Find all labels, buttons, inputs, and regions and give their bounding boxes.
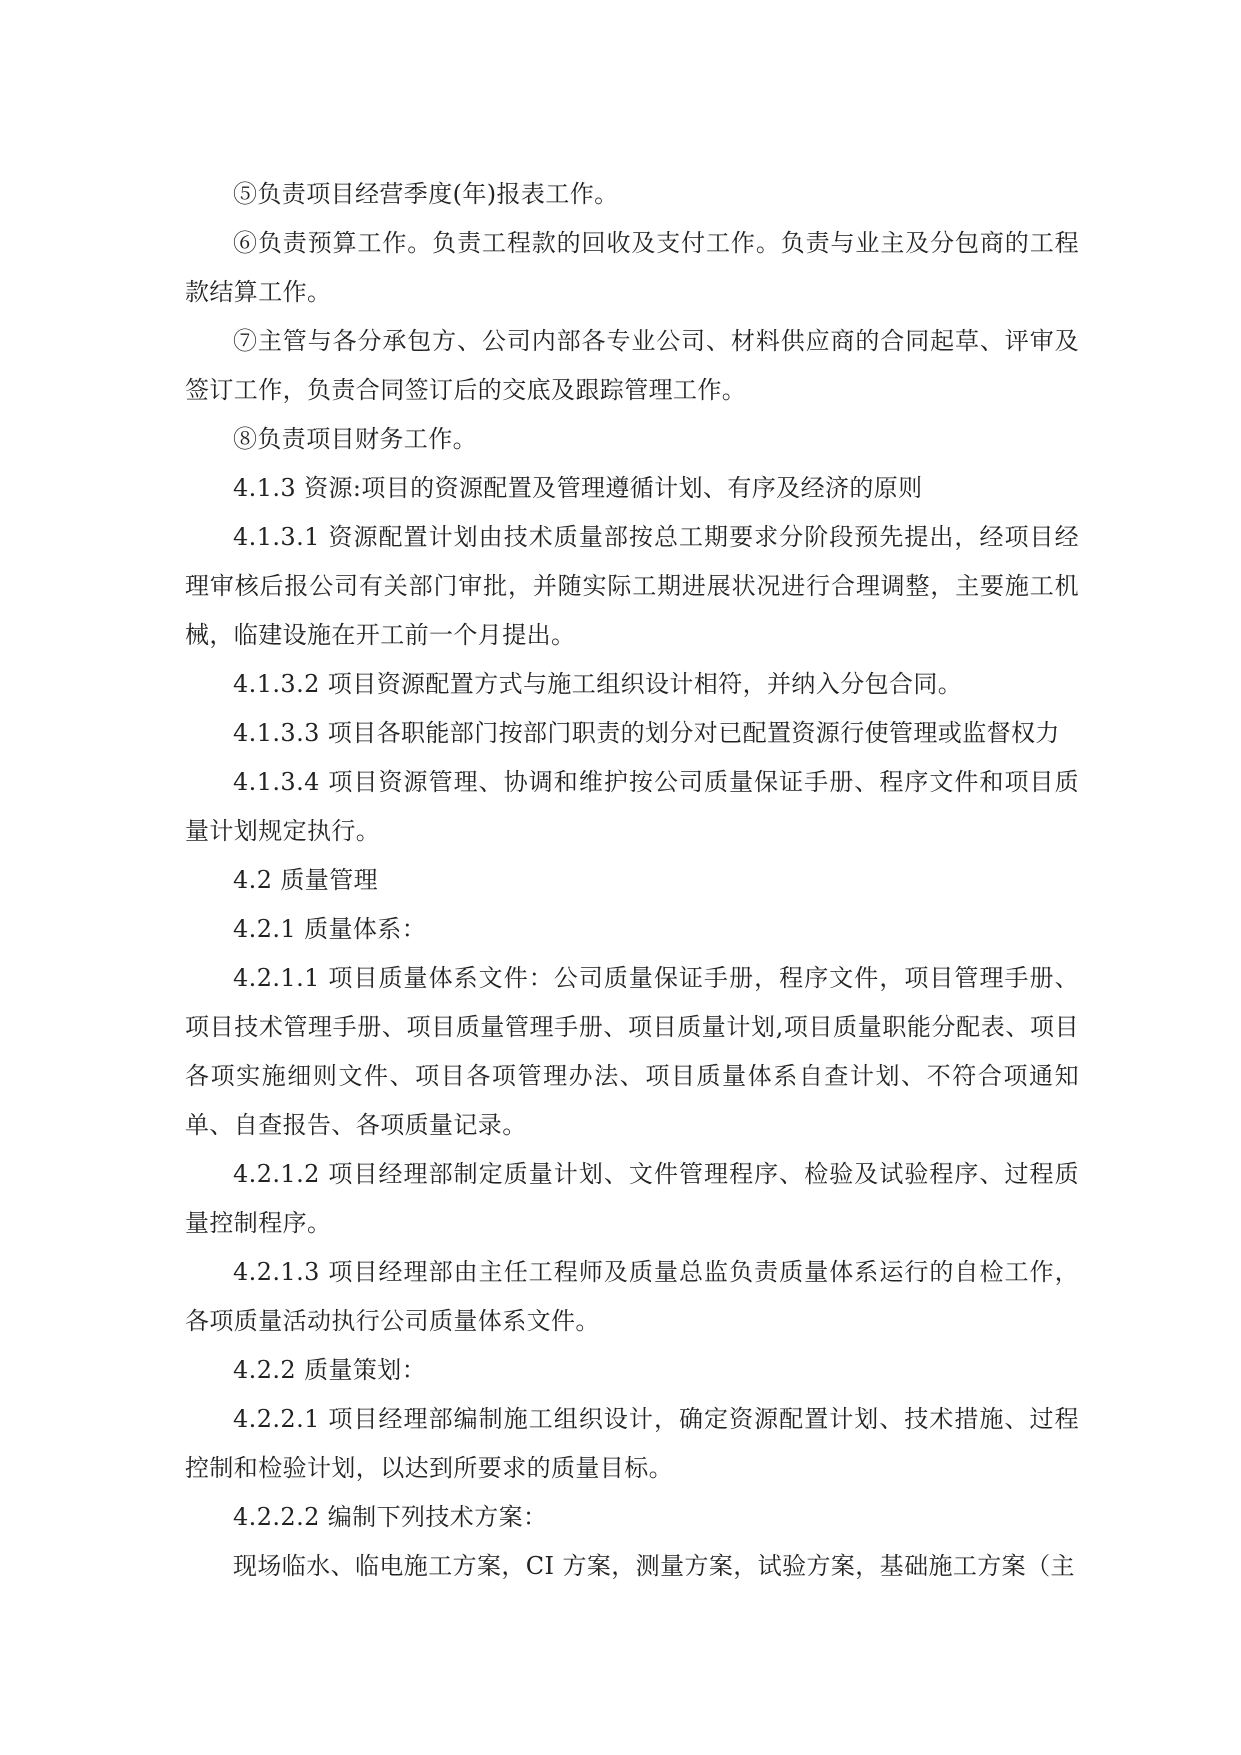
section-4-1-3-heading: 4.1.3 资源:项目的资源配置及管理遵循计划、有序及经济的原则 bbox=[233, 474, 923, 502]
clause-4-2-2-2: 4.2.2.2 编制下列技术方案： bbox=[233, 1503, 548, 1531]
clause-4-2-2-1: 4.2.2.1 项目经理部编制施工组织设计，确定资源配置计划、技术措施、过程控制和检验计划，以达到所要求的质量目标。 bbox=[185, 1405, 1079, 1482]
paragraph-item-6: ⑥负责预算工作。负责工程款的回收及支付工作。负责与业主及分包商的工程款结算工作。 bbox=[185, 229, 1079, 306]
clause-4-1-3-2: 4.1.3.2 项目资源配置方式与施工组织设计相符，并纳入分包合同。 bbox=[233, 670, 963, 698]
clause-4-2-1-2: 4.2.1.2 项目经理部制定质量计划、文件管理程序、检验及试验程序、过程质量控制程序。 bbox=[185, 1160, 1079, 1237]
clause-4-2-1-3: 4.2.1.3 项目经理部由主任工程师及质量总监负责质量体系运行的自检工作，各项质量活动执行公司质量体系文件。 bbox=[185, 1258, 1079, 1335]
plan-list-paragraph: 现场临水、临电施工方案，CI 方案，测量方案，试验方案，基础施工方案（主 bbox=[233, 1552, 1075, 1580]
section-4-2-heading: 4.2 质量管理 bbox=[233, 866, 378, 894]
clause-4-1-3-4: 4.1.3.4 项目资源管理、协调和维护按公司质量保证手册、程序文件和项目质量计划规定执行。 bbox=[185, 768, 1079, 845]
clause-4-1-3-3: 4.1.3.3 项目各职能部门按部门职责的划分对已配置资源行使管理或监督权力 bbox=[233, 719, 1060, 747]
section-4-2-2-heading: 4.2.2 质量策划： bbox=[233, 1356, 427, 1384]
section-4-2-1-heading: 4.2.1 质量体系： bbox=[233, 915, 427, 943]
paragraph-item-5: ⑤负责项目经营季度(年)报表工作。 bbox=[233, 180, 619, 208]
clause-4-2-1-1: 4.2.1.1 项目质量体系文件：公司质量保证手册，程序文件，项目管理手册、项目技术管理手册、项目质量管理手册、项目质量计划,项目质量职能分配表、项目各项实施细则文件、项目各项管理办法、项目质量体系自查计划、不符合项通知单、自查报告、各项质量记录。 bbox=[185, 964, 1079, 1139]
paragraph-item-7: ⑦主管与各分承包方、公司内部各专业公司、材料供应商的合同起草、评审及签订工作，负责合同签订后的交底及跟踪管理工作。 bbox=[185, 327, 1079, 404]
paragraph-item-8: ⑧负责项目财务工作。 bbox=[233, 425, 477, 453]
clause-4-1-3-1: 4.1.3.1 资源配置计划由技术质量部按总工期要求分阶段预先提出，经项目经理审核后报公司有关部门审批，并随实际工期进展状况进行合理调整，主要施工机械，临建设施在开工前一个月提出。 bbox=[185, 523, 1079, 649]
document-body bbox=[185, 170, 1079, 1591]
